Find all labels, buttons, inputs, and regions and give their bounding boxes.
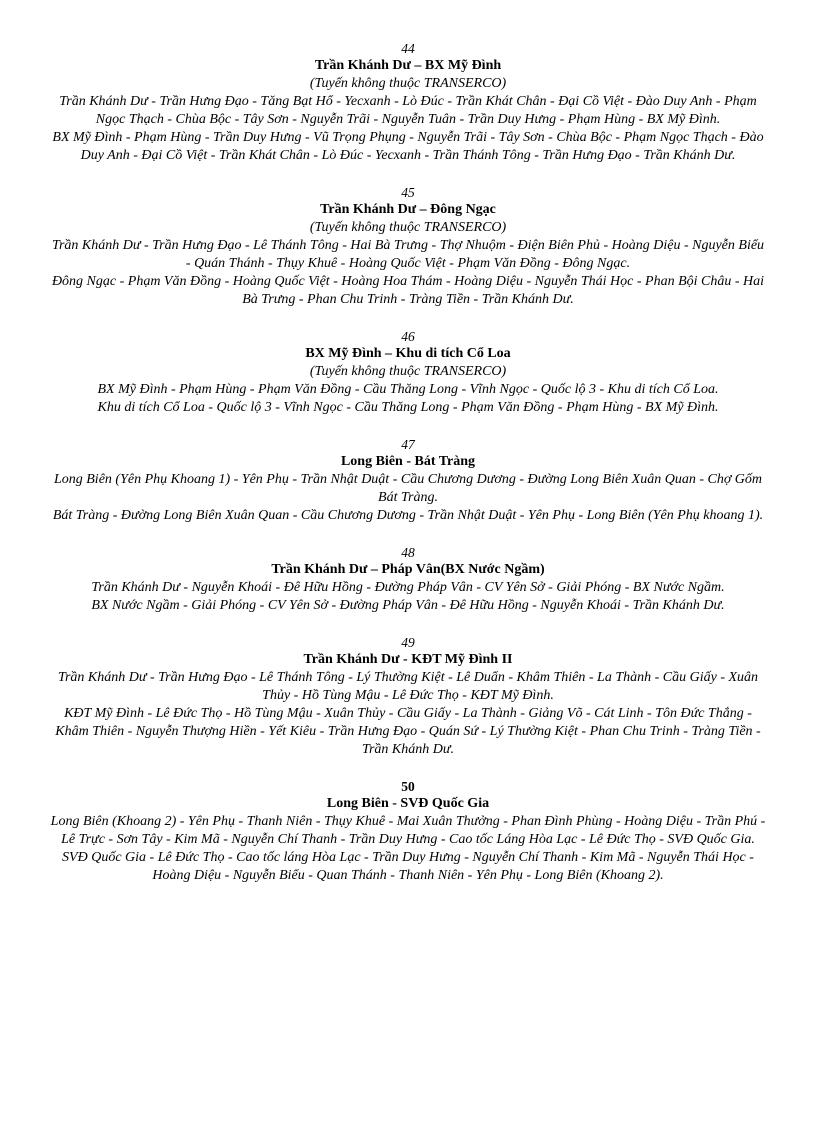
route-operator-note: (Tuyến không thuộc TRANSERCO) xyxy=(309,76,507,91)
route-number: 45 xyxy=(401,185,415,200)
route-45 xyxy=(40,184,776,309)
route-return: BX Mỹ Đình - Phạm Hùng - Trần Duy Hưng - Vũ Trọng Phụng - Nguyễn Trãi - Tây Sơn - Chùa Bộc - Phạm Ngọc Thạch - Đào Duy Anh - Đại Cồ Việt - Trần Khát Chân - Lò Đúc - Yecxanh - Trần Thánh Tông - Trần Hưng Đạo - Trần Khánh Dư. xyxy=(52,130,764,163)
route-48 xyxy=(40,544,776,615)
route-number: 47 xyxy=(401,437,415,452)
route-outbound: BX Mỹ Đình - Phạm Hùng - Phạm Văn Đồng - Cầu Thăng Long - Vĩnh Ngọc - Quốc lộ 3 - Khu di tích Cổ Loa. xyxy=(97,382,719,397)
route-46 xyxy=(40,328,776,417)
route-return: Khu di tích Cổ Loa - Quốc lộ 3 - Vĩnh Ngọc - Cầu Thăng Long - Phạm Văn Đồng - Phạm Hùng - BX Mỹ Đình. xyxy=(97,400,719,415)
route-operator-note: (Tuyến không thuộc TRANSERCO) xyxy=(309,220,507,235)
route-operator-note: (Tuyến không thuộc TRANSERCO) xyxy=(309,364,507,379)
route-outbound: Long Biên (Yên Phụ Khoang 1) - Yên Phụ - Trần Nhật Duật - Cầu Chương Dương - Đường Long Biên Xuân Quan - Chợ Gốm Bát Tràng. xyxy=(53,472,763,505)
route-number: 46 xyxy=(401,329,415,344)
bus-route-document xyxy=(40,40,776,904)
route-47 xyxy=(40,436,776,525)
route-50 xyxy=(40,778,776,885)
route-number: 50 xyxy=(401,779,415,794)
route-title: Long Biên - Bát Tràng xyxy=(340,454,476,469)
route-return: BX Nước Ngầm - Giải Phóng - CV Yên Sở - Đường Pháp Vân - Đê Hữu Hồng - Nguyễn Khoái - Trần Khánh Dư. xyxy=(91,598,725,613)
route-title: Trần Khánh Dư - KĐT Mỹ Đình II xyxy=(303,652,513,667)
route-number: 48 xyxy=(401,545,415,560)
route-outbound: Trần Khánh Dư - Nguyễn Khoái - Đê Hữu Hồng - Đường Pháp Vân - CV Yên Sở - Giải Phóng - BX Nước Ngầm. xyxy=(91,580,725,595)
route-return: Đông Ngạc - Phạm Văn Đồng - Hoàng Quốc Việt - Hoàng Hoa Thám - Hoàng Diệu - Nguyễn Thái Học - Phan Bội Châu - Hai Bà Trưng - Phan Chu Trinh - Tràng Tiền - Trần Khánh Dư. xyxy=(51,274,765,307)
route-49 xyxy=(40,634,776,759)
route-title: Long Biên - SVĐ Quốc Gia xyxy=(326,796,490,811)
route-return: KĐT Mỹ Đình - Lê Đức Thọ - Hồ Tùng Mậu - Xuân Thủy - Cầu Giấy - La Thành - Giảng Võ - Cát Linh - Tôn Đức Thắng - Khâm Thiên - Nguyễn Thượng Hiền - Yết Kiêu - Trần Hưng Đạo - Quán Sứ - Lý Thường Kiệt - Phan Chu Trinh - Tràng Tiền - Trần Khánh Dư. xyxy=(55,706,761,757)
route-number: 44 xyxy=(401,41,415,56)
route-number: 49 xyxy=(401,635,415,650)
route-return: Bát Tràng - Đường Long Biên Xuân Quan - Cầu Chương Dương - Trần Nhật Duật - Yên Phụ - Long Biên (Yên Phụ khoang 1). xyxy=(52,508,764,523)
route-title: Trần Khánh Dư – Pháp Vân(BX Nước Ngầm) xyxy=(271,562,545,577)
route-44 xyxy=(40,40,776,165)
route-outbound: Trần Khánh Dư - Trần Hưng Đạo - Lê Thánh Tông - Hai Bà Trưng - Thợ Nhuộm - Điện Biên Phủ - Hoàng Diệu - Nguyễn Biểu - Quán Thánh - Thụy Khuê - Hoàng Quốc Việt - Phạm Văn Đồng - Đông Ngạc. xyxy=(51,238,765,271)
route-title: Trần Khánh Dư – BX Mỹ Đình xyxy=(314,58,502,73)
route-outbound: Long Biên (Khoang 2) - Yên Phụ - Thanh Niên - Thụy Khuê - Mai Xuân Thưởng - Phan Đình Phùng - Hoàng Diệu - Trần Phú - Lê Trực - Sơn Tây - Kim Mã - Nguyễn Chí Thanh - Trần Duy Hưng - Cao tốc Láng Hòa Lạc - Lê Đức Thọ - SVĐ Quốc Gia. xyxy=(50,814,766,847)
route-title: Trần Khánh Dư – Đông Ngạc xyxy=(320,202,496,217)
route-outbound: Trần Khánh Dư - Trần Hưng Đạo - Tăng Bạt Hổ - Yecxanh - Lò Đúc - Trần Khát Chân - Đại Cồ Việt - Đào Duy Anh - Phạm Ngọc Thạch - Chùa Bộc - Tây Sơn - Nguyễn Trãi - Nguyễn Tuân - Trần Duy Hưng - Phạm Hùng - BX Mỹ Đình. xyxy=(59,94,757,127)
route-return: SVĐ Quốc Gia - Lê Đức Thọ - Cao tốc láng Hòa Lạc - Trần Duy Hưng - Nguyễn Chí Thanh - Kim Mã - Nguyễn Thái Học - Hoàng Diệu - Nguyễn Biểu - Quan Thánh - Thanh Niên - Yên Phụ - Long Biên (Khoang 2). xyxy=(62,850,754,883)
route-title: BX Mỹ Đình – Khu di tích Cổ Loa xyxy=(305,346,511,361)
route-outbound: Trần Khánh Dư - Trần Hưng Đạo - Lê Thánh Tông - Lý Thường Kiệt - Lê Duẩn - Khâm Thiên - La Thành - Cầu Giấy - Xuân Thủy - Hồ Tùng Mậu - Lê Đức Thọ - KĐT Mỹ Đình. xyxy=(57,670,759,703)
